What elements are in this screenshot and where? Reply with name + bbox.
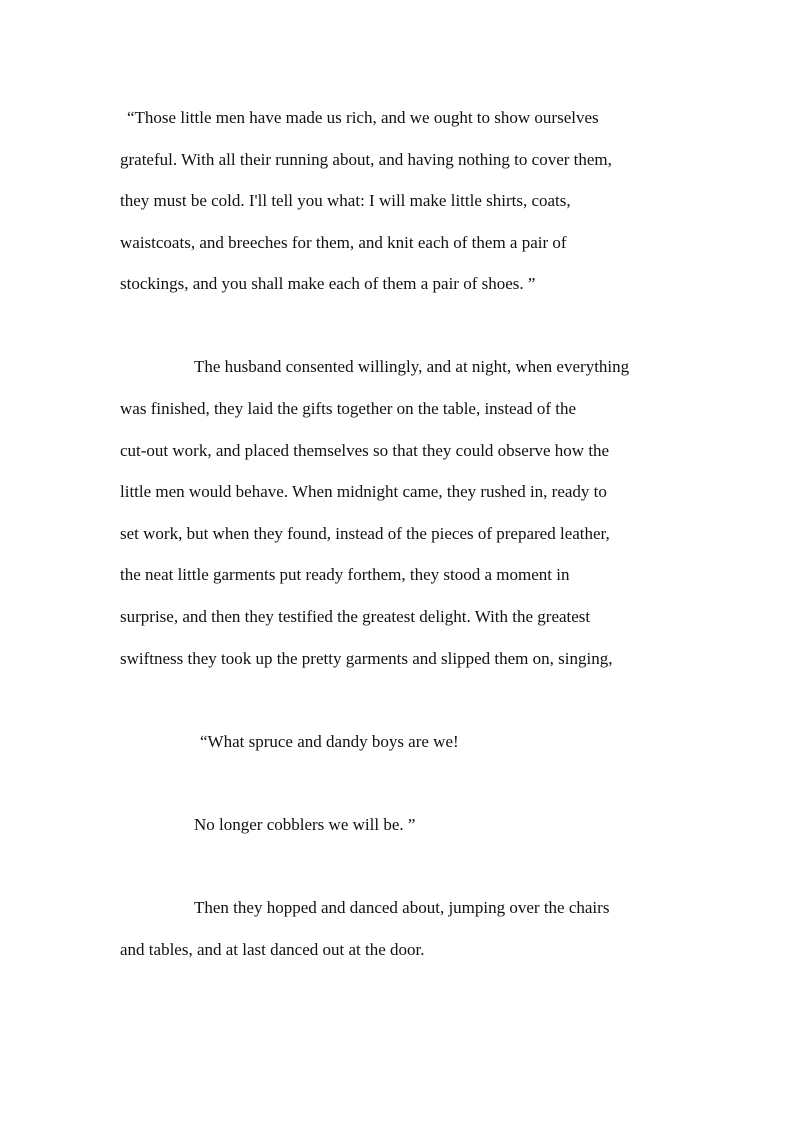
- text-line: stockings, and you shall make each of them a pair of shoes. ”: [120, 274, 536, 293]
- text-line: was finished, they laid the gifts together on the table, instead of the: [120, 399, 577, 418]
- text-line: little men would behave. When midnight came, they rushed in, ready to: [120, 482, 607, 501]
- text-line: they must be cold. I'll tell you what: I will make little shirts, coats,: [120, 191, 571, 210]
- text-line: set work, but when they found, instead of the pieces of prepared leather,: [120, 524, 610, 543]
- text-line: “What spruce and dandy boys are we!: [200, 732, 459, 751]
- text-line: The husband consented willingly, and at night, when everything: [194, 357, 630, 376]
- text-line: surprise, and then they testified the greatest delight. With the greatest: [120, 607, 591, 626]
- text-line: waistcoats, and breeches for them, and knit each of them a pair of: [120, 233, 567, 252]
- text-line: “Those little men have made us rich, and we ought to show ourselves: [127, 108, 599, 127]
- text-line: Then they hopped and danced about, jumping over the chairs: [194, 898, 610, 917]
- text-line: the neat little garments put ready forthem, they stood a moment in: [120, 565, 570, 584]
- text-line: No longer cobblers we will be. ”: [194, 815, 416, 834]
- text-line: swiftness they took up the pretty garments and slipped them on, singing,: [120, 649, 613, 668]
- text-line: cut-out work, and placed themselves so that they could observe how the: [120, 441, 610, 460]
- text-line: and tables, and at last danced out at the door.: [120, 940, 425, 959]
- text-line: grateful. With all their running about, and having nothing to cover them,: [120, 150, 612, 169]
